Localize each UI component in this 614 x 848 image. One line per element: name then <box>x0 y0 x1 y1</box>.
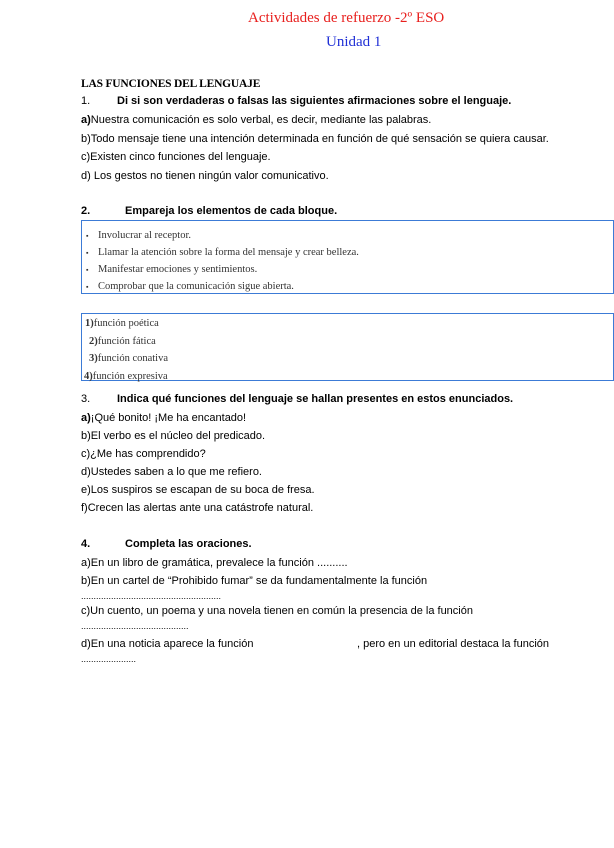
item-text: Los gestos no tienen ningún valor comunicativo. <box>90 170 329 182</box>
bullet-icon: ▪ <box>86 282 89 291</box>
item-label: e) <box>81 484 91 496</box>
section-title: LAS FUNCIONES DEL LENGUAJE <box>81 78 261 90</box>
item-text: Existen cinco funciones del lenguaje. <box>90 151 271 163</box>
question-3-item-b <box>81 430 265 442</box>
question-3-item-c <box>81 448 206 460</box>
item-label: b) <box>81 430 91 442</box>
unit-subtitle: Unidad 1 <box>326 34 382 50</box>
question-1-item-c <box>81 151 271 163</box>
block-b-option: 1)función poética <box>85 318 159 329</box>
question-text: Di si son verdaderas o falsas las siguientes afirmaciones sobre el lenguaje. <box>117 95 512 107</box>
item-text: Crecen las alertas ante una catástrofe natural. <box>87 502 314 514</box>
item-label: a) <box>81 114 91 126</box>
question-1-item-a <box>81 114 431 126</box>
bullet-icon: ▪ <box>86 231 89 240</box>
item-text: Los suspiros se escapan de su boca de fresa. <box>90 484 315 496</box>
question-3-prompt <box>81 393 513 405</box>
question-4-line-a: a)En un libro de gramática, prevalece la función .......... <box>81 557 348 569</box>
item-text: Ustedes saben a lo que me refiero. <box>90 466 262 478</box>
question-4-blank-b: ........................................................ <box>81 591 222 601</box>
bullet-icon: ▪ <box>86 265 89 274</box>
item-text: ¡Qué bonito! ¡Me ha encantado! <box>90 412 247 424</box>
question-2-prompt <box>81 205 337 217</box>
question-1-prompt <box>81 95 511 107</box>
item-text: Nuestra comunicación es solo verbal, es decir, mediante las palabras. <box>90 114 432 126</box>
item-text: ¿Me has comprendido? <box>90 448 206 460</box>
item-label: a) <box>81 412 91 424</box>
question-3-item-d <box>81 466 262 478</box>
block-a-item: ▪ Manifestar emociones y sentimientos. <box>86 264 258 275</box>
question-4-line-b: b)En un cartel de “Prohibido fumar” se da fundamentalmente la función <box>81 575 428 587</box>
item-label: d) <box>81 170 91 182</box>
item-text: El verbo es el núcleo del predicado. <box>90 430 266 442</box>
item-label: d) <box>81 466 91 478</box>
question-number: 2. <box>81 205 91 217</box>
question-4-prompt <box>81 538 252 550</box>
item-label: b) <box>81 133 91 145</box>
block-a-item: ▪ Llamar la atención sobre la forma del mensaje y crear belleza. <box>86 247 359 258</box>
question-3-item-e <box>81 484 315 496</box>
question-4-line-c: c)Un cuento, un poema y una novela tienen en común la presencia de la función <box>81 605 473 617</box>
item-label: f) <box>81 502 88 514</box>
bullet-icon: ▪ <box>86 248 89 257</box>
item-label: c) <box>81 448 91 460</box>
block-b-option: 4)función expresiva <box>84 371 168 382</box>
block-b-option: 2)función fática <box>89 336 156 347</box>
item-text: Todo mensaje tiene una intención determinada en función de qué sensación se quiera causar. <box>90 133 549 145</box>
question-4-blank-d: ...................... <box>81 654 137 664</box>
question-text: Completa las oraciones. <box>125 538 252 550</box>
page-title: Actividades de refuerzo -2º ESO <box>248 10 445 26</box>
question-4-blank-c: ........................................... <box>81 621 189 631</box>
question-text: Indica qué funciones del lenguaje se hallan presentes en estos enunciados. <box>117 393 514 405</box>
question-number: 1. <box>81 95 91 107</box>
question-3-item-a <box>81 412 246 424</box>
block-a-item: ▪ Comprobar que la comunicación sigue abierta. <box>86 281 294 292</box>
question-text: Empareja los elementos de cada bloque. <box>125 205 338 217</box>
question-4-line-d-start: d)En una noticia aparece la función <box>81 638 254 650</box>
question-number: 3. <box>81 393 91 405</box>
item-label: c) <box>81 151 91 163</box>
question-3-item-f <box>81 502 313 514</box>
question-number: 4. <box>81 538 91 550</box>
question-1-item-d <box>81 170 329 182</box>
question-1-item-b <box>81 133 549 145</box>
block-a-item: ▪ Involucrar al receptor. <box>86 230 191 241</box>
block-b-option: 3)función conativa <box>89 353 169 364</box>
question-4-line-d-end: , pero en un editorial destaca la función <box>357 638 550 650</box>
